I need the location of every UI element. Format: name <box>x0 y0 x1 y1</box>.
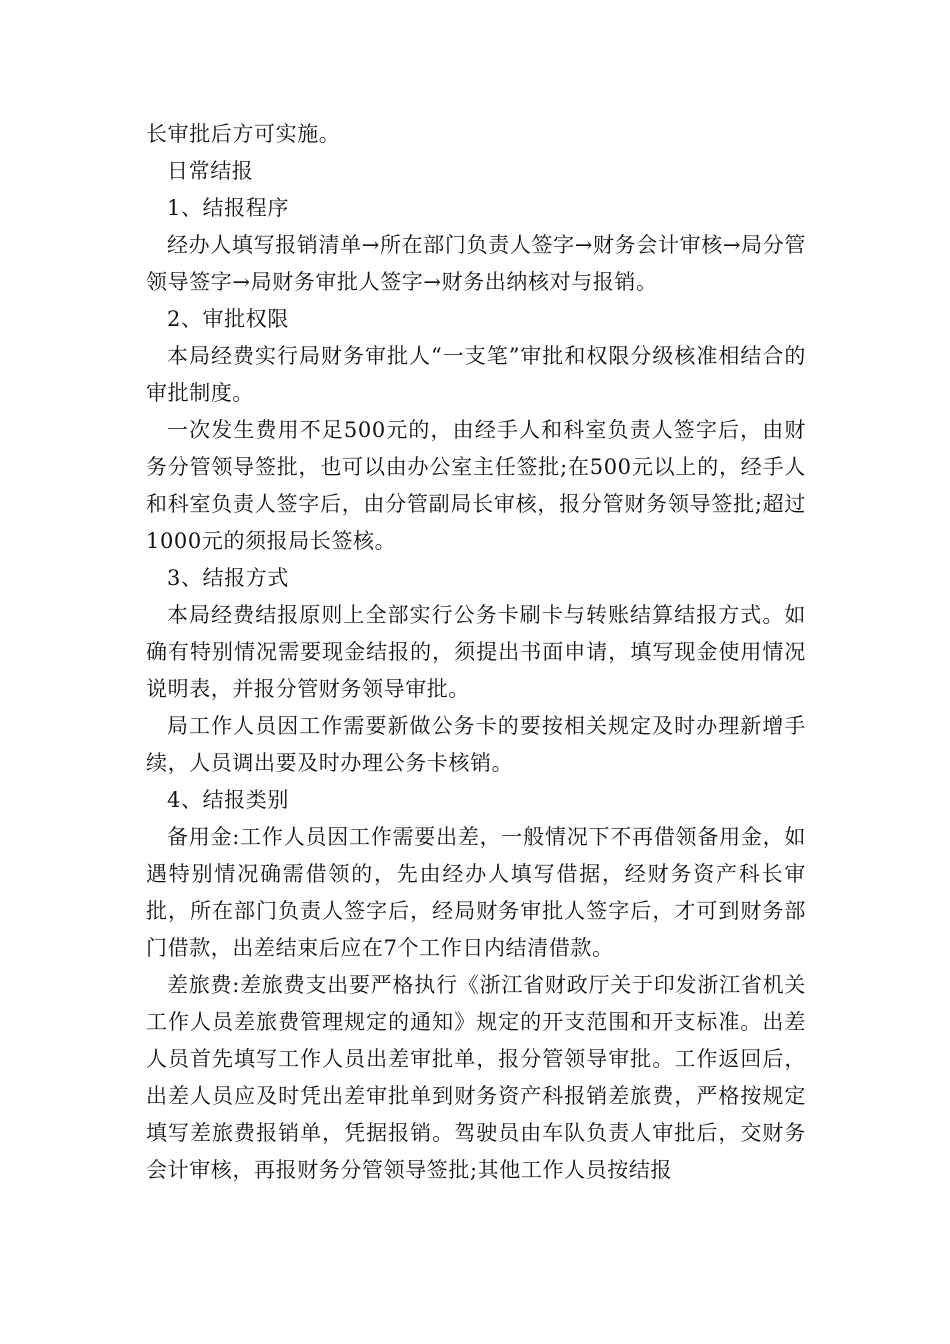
paragraph-approval-system: 本局经费实行局财务审批人“一支笔”审批和权限分级核准相结合的审批制度。 <box>146 344 806 405</box>
subheading-approval-authority: 2、审批权限 <box>167 307 289 331</box>
subheading-settlement-categories: 4、结报类别 <box>167 788 289 812</box>
paragraph-petty-cash: 备用金:工作人员因工作需要出差，一般情况下不再借领备用金，如遇特别情况确需借领的，先由经办人填写借据，经财务资产科长审批，所在部门负责人签字后，经局财务审批人签字后，才可到财务部门借款，出差结束后应在7个工作日内结清借款。 <box>146 825 806 960</box>
subheading-settlement-procedure: 1、结报程序 <box>167 196 289 220</box>
paragraph-card-settlement: 本局经费结报原则上全部实行公务卡刷卡与转账结算结报方式。如确有特别情况需要现金结报的，须提出书面申请，填写现金使用情况说明表，并报分管财务领导审批。 <box>146 603 806 701</box>
paragraph-travel-expenses: 差旅费:差旅费支出要严格执行《浙江省财政厅关于印发浙江省机关工作人员差旅费管理规定的通知》规定的开支范围和开支标准。出差人员首先填写工作人员出差审批单，报分管领导审批。工作返回后，出差人员应及时凭出差审批单到财务资产科报销差旅费，严格按规定填写差旅费报销单，凭据报销。驾驶员由车队负责人审批后，交财务会计审核，再报财务分管领导签批;其他工作人员按结报 <box>146 973 806 1182</box>
paragraph-procedure: 经办人填写报销清单→所在部门负责人签字→财务会计审核→局分管领导签字→局财务审批人签字→财务出纳核对与报销。 <box>146 233 806 294</box>
document-body <box>146 116 806 1189</box>
paragraph-continuation: 长审批后方可实施。 <box>146 122 341 146</box>
section-heading-daily-settlement: 日常结报 <box>167 159 254 183</box>
subheading-settlement-method: 3、结报方式 <box>167 566 289 590</box>
paragraph-card-issuance: 局工作人员因工作需要新做公务卡的要按相关规定及时办理新增手续，人员调出要及时办理公务卡核销。 <box>146 714 806 775</box>
paragraph-approval-limits: 一次发生费用不足500元的，由经手人和科室负责人签字后，由财务分管领导签批，也可以由办公室主任签批;在500元以上的，经手人和科室负责人签字后，由分管副局长审核，报分管财务领导签批;超过1000元的须报局长签核。 <box>146 418 806 553</box>
